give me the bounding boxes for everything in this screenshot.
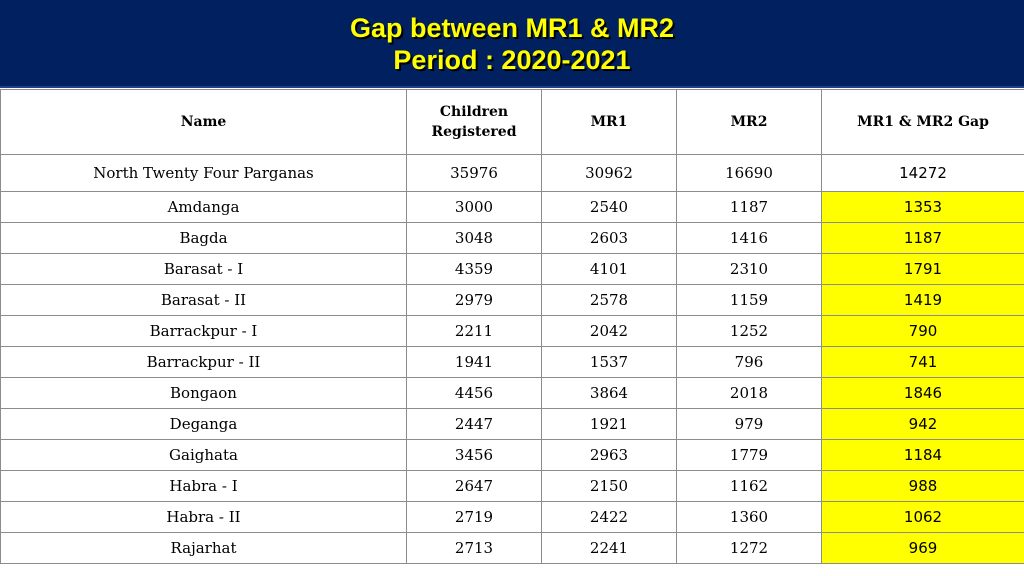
cell-mr1: 1537 bbox=[542, 347, 677, 378]
cell-mr1: 30962 bbox=[542, 155, 677, 192]
cell-mr1: 3864 bbox=[542, 378, 677, 409]
cell-mr2: 979 bbox=[677, 409, 822, 440]
cell-gap: 1187 bbox=[822, 223, 1024, 254]
cell-gap: 790 bbox=[822, 316, 1024, 347]
cell-children: 2211 bbox=[407, 316, 542, 347]
table-row bbox=[1, 285, 1024, 316]
cell-gap: 1062 bbox=[822, 502, 1024, 533]
cell-mr2: 2018 bbox=[677, 378, 822, 409]
cell-name: Barasat - I bbox=[1, 254, 407, 285]
cell-mr2: 1159 bbox=[677, 285, 822, 316]
table-row bbox=[1, 254, 1024, 285]
cell-mr2: 1360 bbox=[677, 502, 822, 533]
cell-children: 2713 bbox=[407, 533, 542, 564]
cell-mr1: 2422 bbox=[542, 502, 677, 533]
cell-mr1: 4101 bbox=[542, 254, 677, 285]
cell-gap: 741 bbox=[822, 347, 1024, 378]
cell-name: Barrackpur - II bbox=[1, 347, 407, 378]
cell-mr1: 1921 bbox=[542, 409, 677, 440]
title-line-2: Period : 2020-2021 bbox=[393, 45, 631, 75]
table-row bbox=[1, 378, 1024, 409]
cell-gap: 988 bbox=[822, 471, 1024, 502]
cell-mr1: 2150 bbox=[542, 471, 677, 502]
district-total-row bbox=[1, 155, 1024, 192]
cell-mr2: 1779 bbox=[677, 440, 822, 471]
cell-name: Bagda bbox=[1, 223, 407, 254]
gap-table bbox=[0, 89, 1024, 564]
cell-mr1: 2963 bbox=[542, 440, 677, 471]
cell-mr1: 2042 bbox=[542, 316, 677, 347]
cell-gap: 1791 bbox=[822, 254, 1024, 285]
table-row bbox=[1, 471, 1024, 502]
cell-gap: 942 bbox=[822, 409, 1024, 440]
column-header-children-line2: Registered bbox=[431, 124, 517, 140]
cell-name: North Twenty Four Parganas bbox=[1, 155, 407, 192]
cell-mr2: 2310 bbox=[677, 254, 822, 285]
cell-children: 1941 bbox=[407, 347, 542, 378]
cell-mr1: 2540 bbox=[542, 192, 677, 223]
cell-gap: 14272 bbox=[822, 155, 1024, 192]
cell-mr2: 1187 bbox=[677, 192, 822, 223]
cell-mr2: 1252 bbox=[677, 316, 822, 347]
table-row bbox=[1, 316, 1024, 347]
cell-children: 2447 bbox=[407, 409, 542, 440]
cell-name: Bongaon bbox=[1, 378, 407, 409]
title-banner bbox=[0, 0, 1024, 88]
cell-mr1: 2578 bbox=[542, 285, 677, 316]
cell-name: Habra - II bbox=[1, 502, 407, 533]
column-header-name: Name bbox=[1, 90, 407, 155]
cell-children: 35976 bbox=[407, 155, 542, 192]
cell-mr2: 16690 bbox=[677, 155, 822, 192]
column-header-mr1: MR1 bbox=[542, 90, 677, 155]
cell-mr2: 1416 bbox=[677, 223, 822, 254]
cell-children: 4359 bbox=[407, 254, 542, 285]
cell-mr2: 796 bbox=[677, 347, 822, 378]
cell-children: 3048 bbox=[407, 223, 542, 254]
cell-name: Barasat - II bbox=[1, 285, 407, 316]
header-row bbox=[1, 90, 1024, 155]
cell-name: Deganga bbox=[1, 409, 407, 440]
cell-name: Gaighata bbox=[1, 440, 407, 471]
cell-name: Barrackpur - I bbox=[1, 316, 407, 347]
cell-gap: 1846 bbox=[822, 378, 1024, 409]
column-header-mr2: MR2 bbox=[677, 90, 822, 155]
cell-children: 2979 bbox=[407, 285, 542, 316]
table-row bbox=[1, 533, 1024, 564]
cell-children: 3456 bbox=[407, 440, 542, 471]
table-row bbox=[1, 440, 1024, 471]
cell-name: Rajarhat bbox=[1, 533, 407, 564]
table-row bbox=[1, 409, 1024, 440]
column-header-children-registered bbox=[407, 90, 542, 155]
cell-children: 2647 bbox=[407, 471, 542, 502]
cell-gap: 1184 bbox=[822, 440, 1024, 471]
cell-gap: 1353 bbox=[822, 192, 1024, 223]
cell-mr1: 2603 bbox=[542, 223, 677, 254]
cell-name: Habra - I bbox=[1, 471, 407, 502]
cell-gap: 1419 bbox=[822, 285, 1024, 316]
title-line-1: Gap between MR1 & MR2 bbox=[349, 13, 675, 43]
column-header-gap: MR1 & MR2 Gap bbox=[822, 90, 1024, 155]
table-row bbox=[1, 347, 1024, 378]
table-row bbox=[1, 192, 1024, 223]
cell-children: 2719 bbox=[407, 502, 542, 533]
cell-mr2: 1162 bbox=[677, 471, 822, 502]
cell-mr1: 2241 bbox=[542, 533, 677, 564]
column-header-children-line1: Children bbox=[439, 104, 509, 120]
table-row bbox=[1, 502, 1024, 533]
cell-children: 3000 bbox=[407, 192, 542, 223]
cell-name: Amdanga bbox=[1, 192, 407, 223]
table-row bbox=[1, 223, 1024, 254]
cell-children: 4456 bbox=[407, 378, 542, 409]
cell-gap: 969 bbox=[822, 533, 1024, 564]
cell-mr2: 1272 bbox=[677, 533, 822, 564]
